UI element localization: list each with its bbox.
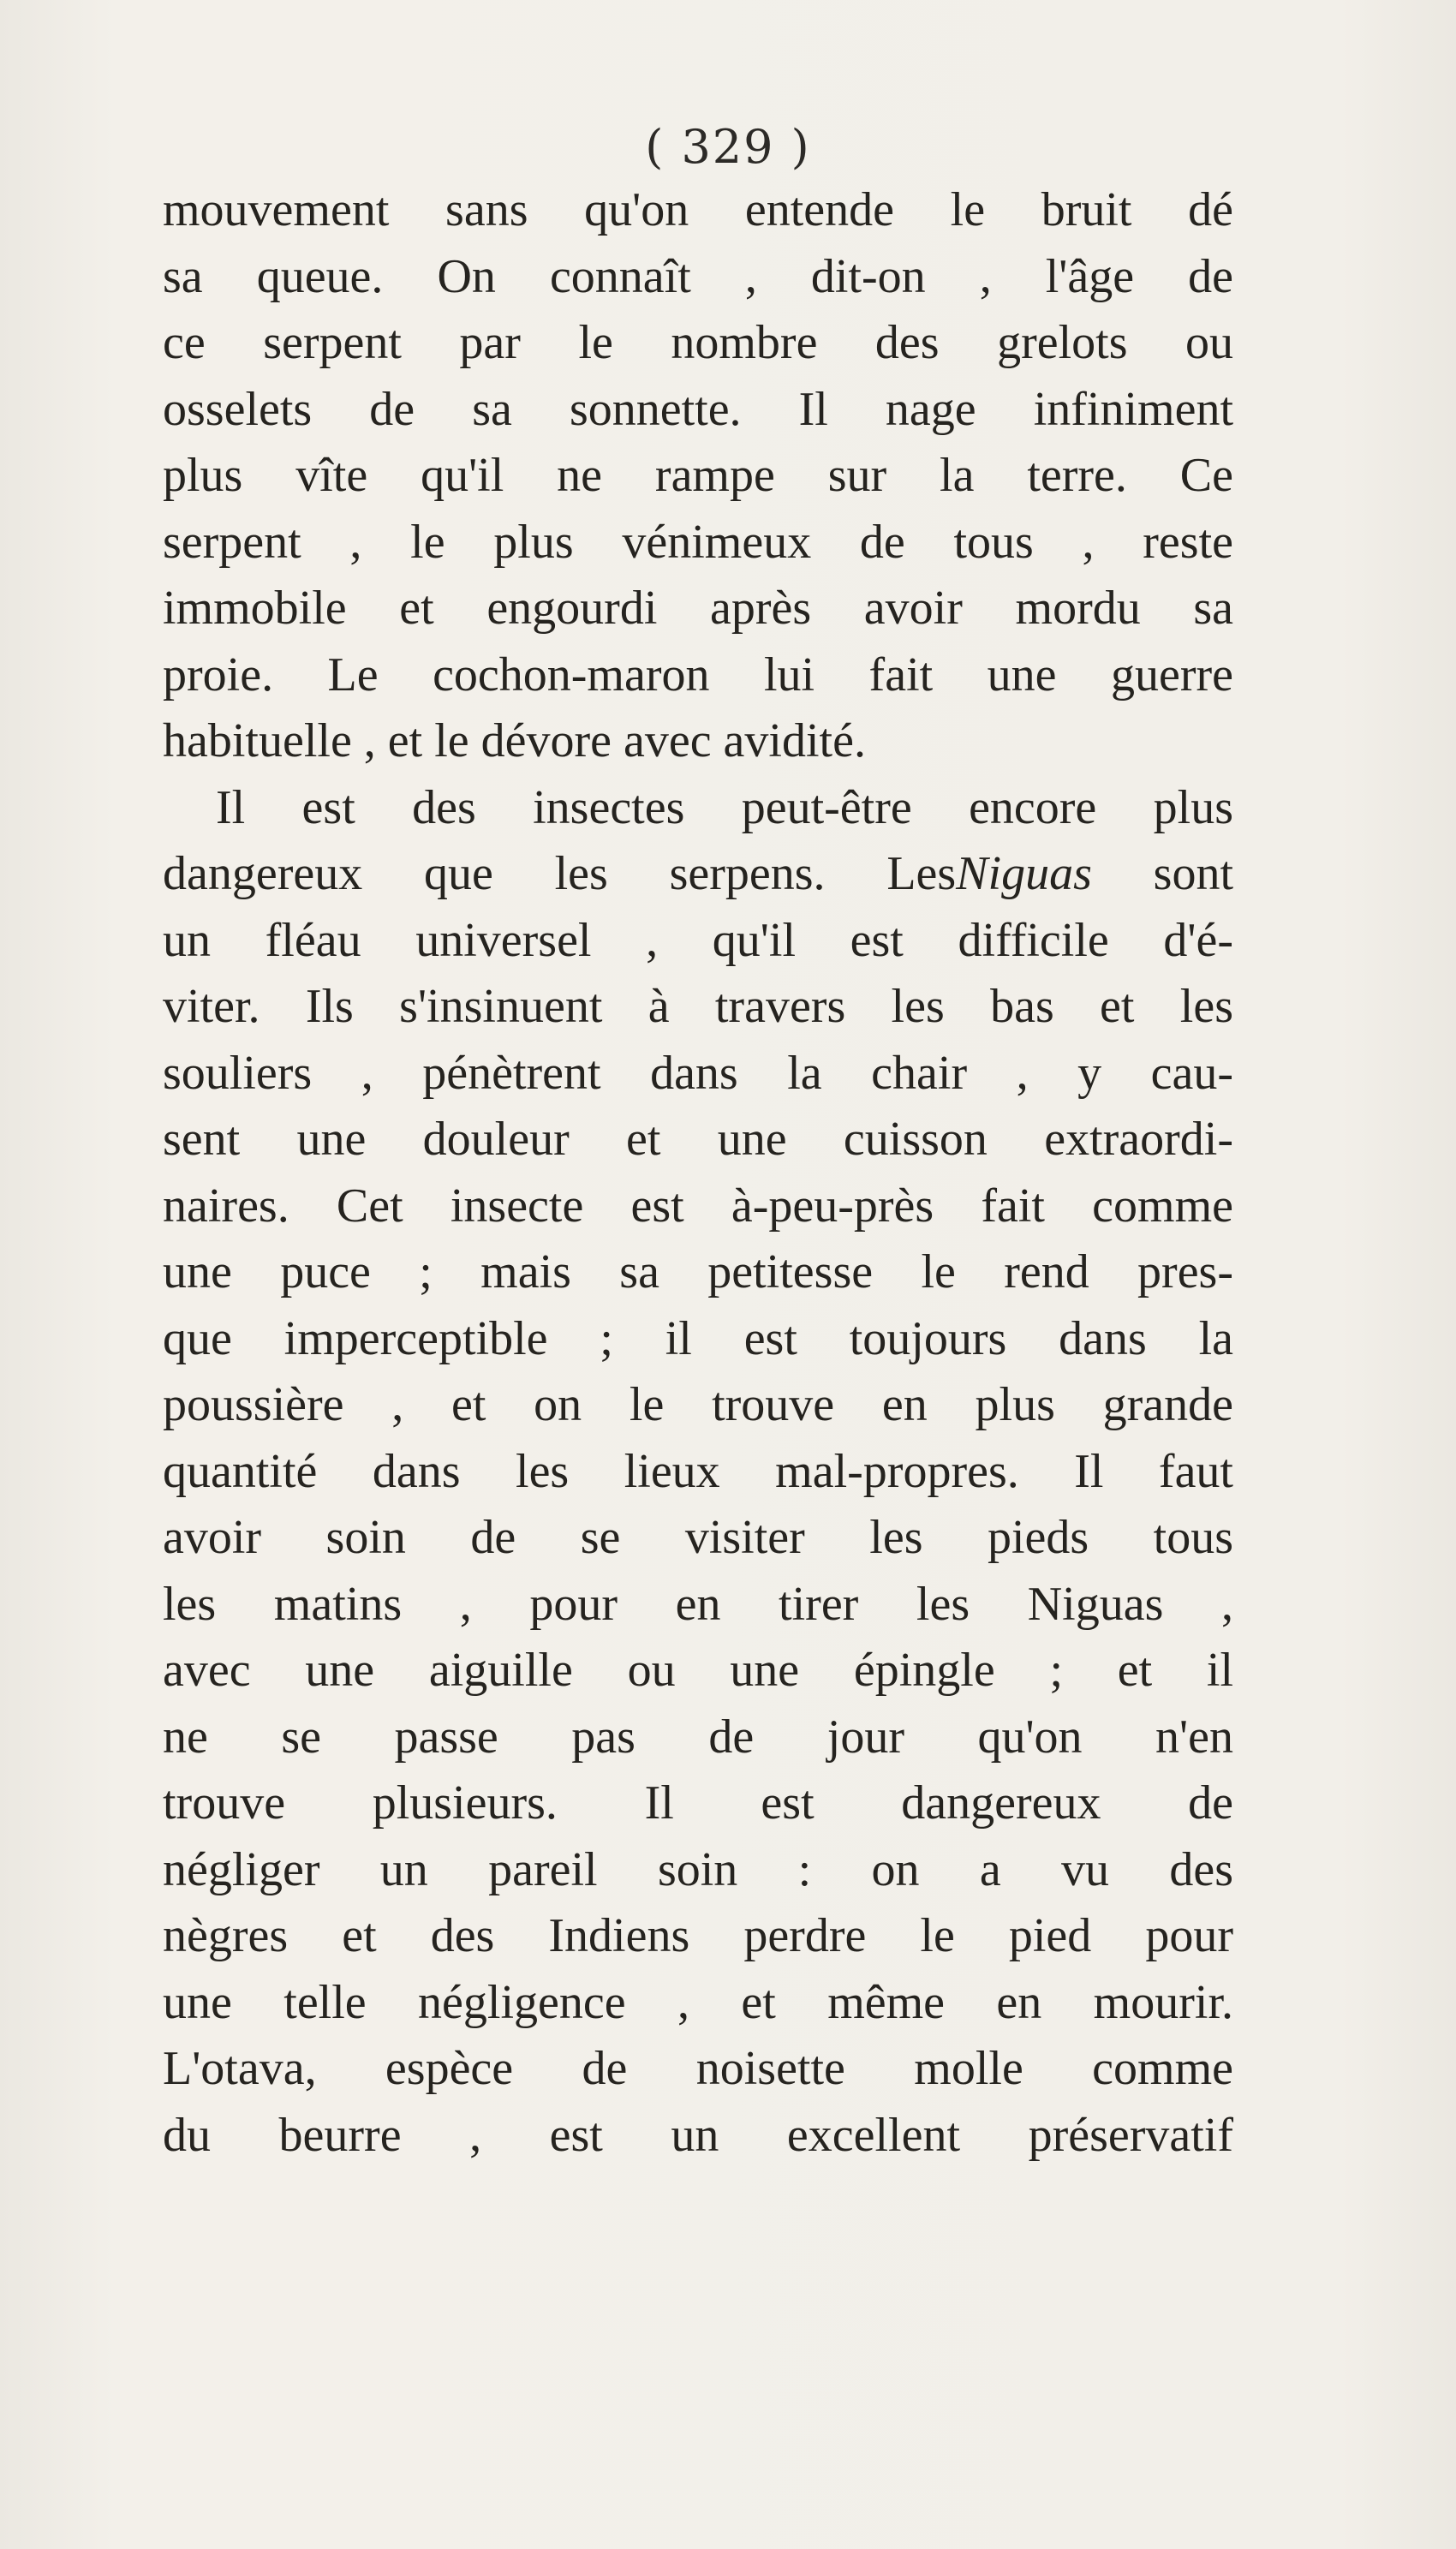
text-line-18: que imperceptible ; il est toujours dans la [163,1311,1233,1365]
text-line-2: sa queue. On connaît , dit-on , l'âge de [163,249,1233,303]
text-line-29: L'otava, espèce de noisette molle comme [163,2042,1233,2095]
text-line-11-part-3: sont [1153,847,1234,900]
text-line-8: proie. Le cochon-maron lui fait une guerre [163,648,1233,701]
text-line-19: poussière , et on le trouve en plus grande [163,1378,1233,1431]
text-line-15: sent une douleur et une cuisson extraordi- [163,1113,1233,1166]
text-line-11 [163,841,1233,908]
text-line-9: habituelle , et le dévore avec avidité. [163,714,866,767]
text-line-10: Il est des insectes peut-être encore plus [216,780,1233,834]
text-line-28: une telle négligence , et même en mourir. [163,1975,1233,2029]
text-line-3: ce serpent par le nombre des grelots ou [163,316,1233,369]
page-number: ( 329 ) [645,120,811,174]
text-line-1: mouvement sans qu'on entende le bruit dé [163,183,1233,236]
text-line-5: plus vîte qu'il ne rampe sur la terre. Ce [163,449,1233,502]
text-line-27: nègres et des Indiens perdre le pied pour [163,1909,1233,1962]
text-line-26: négliger un pareil soin : on a vu des [163,1842,1233,1896]
text-line-25: trouve plusieurs. Il est dangereux de [163,1776,1233,1830]
text-line-7: immobile et engourdi après avoir mordu sa [163,582,1233,635]
text-line-11-part-2: Les [886,847,957,900]
text-line-4: osselets de sa sonnette. Il nage infiniment [163,382,1233,436]
text-line-23: avec une aiguille ou une épingle ; et il [163,1644,1233,1697]
text-line-11-italic: Niguas [956,847,1092,900]
text-line-14: souliers , pénètrent dans la chair , y cau- [163,1046,1233,1100]
text-line-13: viter. Ils s'insinuent à travers les bas et les [163,980,1233,1033]
text-line-22: les matins , pour en tirer les Niguas , [163,1577,1233,1631]
text-line-21: avoir soin de se visiter les pieds tous [163,1511,1233,1564]
text-line-6: serpent , le plus vénimeux de tous , reste [163,515,1233,569]
text-line-11-part-1: dangereux que les serpens. [163,847,826,900]
text-line-16: naires. Cet insecte est à-peu-près fait comme [163,1179,1233,1233]
text-line-17: une puce ; mais sa petitesse le rend pres- [163,1245,1233,1298]
text-line-12: un fléau universel , qu'il est difficile d'é- [163,913,1233,967]
body-text [163,177,1233,2169]
text-line-24: ne se passe pas de jour qu'on n'en [163,1710,1233,1764]
text-line-30: du beurre , est un excellent préservatif [163,2108,1233,2162]
text-line-20: quantité dans les lieux mal-propres. Il faut [163,1444,1233,1498]
